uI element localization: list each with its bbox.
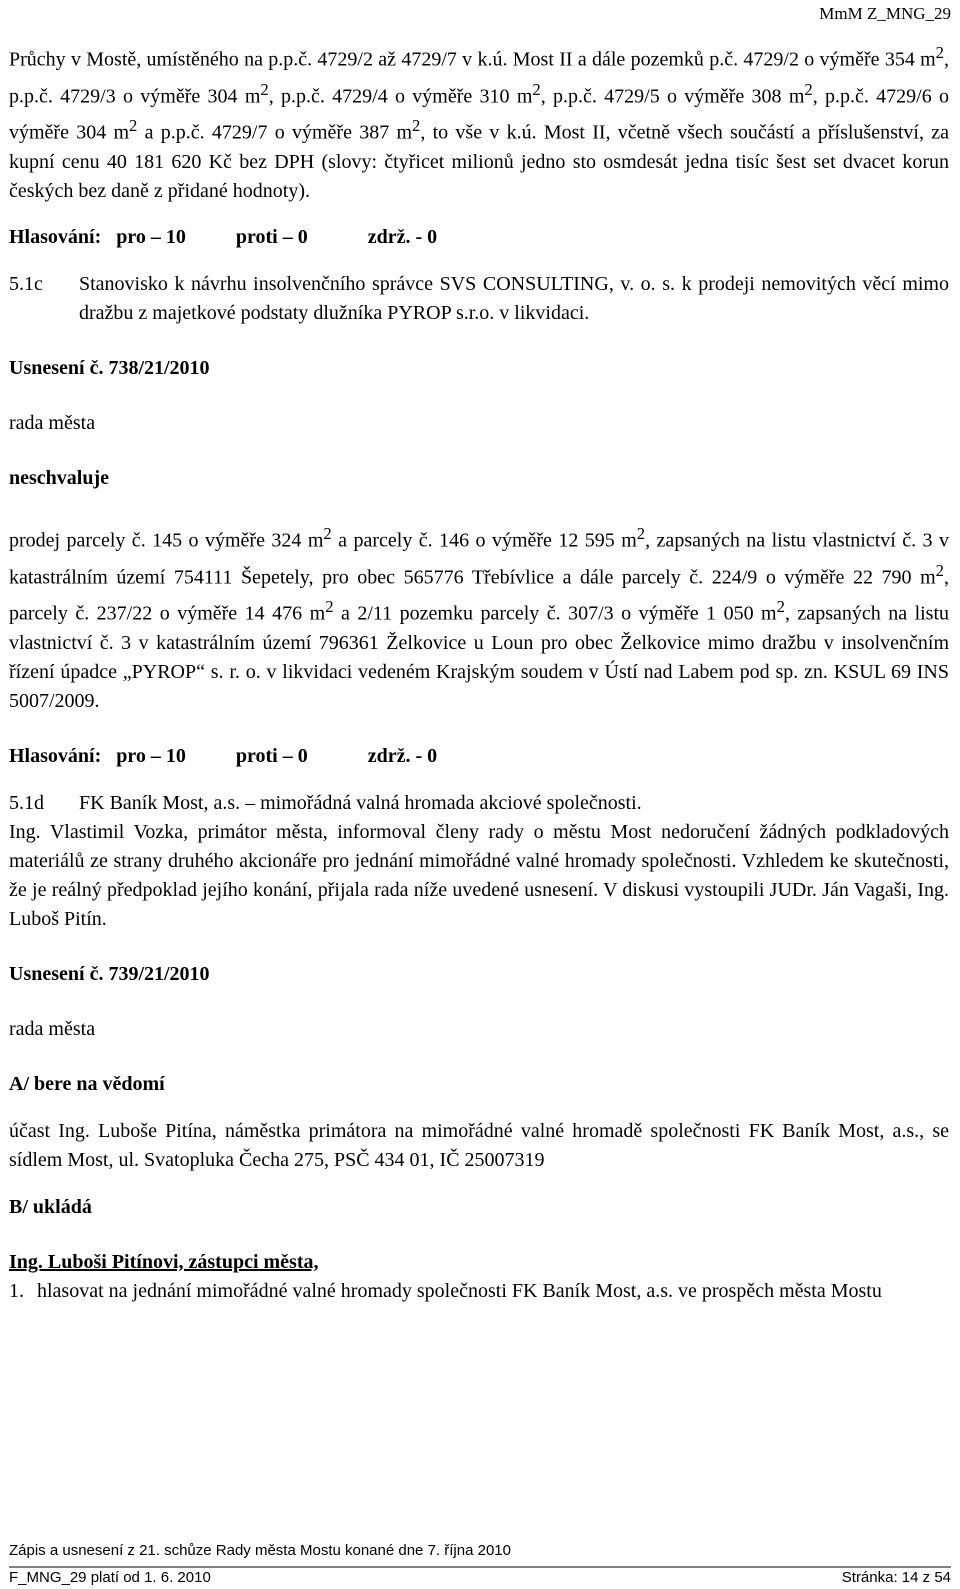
resolution-text: prodej parcely č. 145 o výměře 324 $m^2$ a parcely č. 146 o výměře 12 595 $m^2$, zapsaných na listu vlastnictví č. 3 v katastrálním území 754111 Šepetely, pro obec 565776 Třebívlice a dále parcely č. 224/9 o výměře 22 790 $m^2$, parcely č. 237/22 o výměře 14 476 $m^2$ a 2/11 pozemku parcely č. 307/3 o výměře 1 050 $m^2$, zapsaných na listu vlastnictví č. 3 v katastrálním území 796361 Želkovice u Loun pro obec Želkovice mimo dražbu v insolvenčním řízení úpadce „PYROP“ s. r. o. v likvidaci vedeném Krajským soudem v Ústí nad Labem pod sp. zn. KSUL 69 INS 5007/2009.	[9, 523, 950, 712]
footer-note: Zápis a usnesení z 21. schůze Rady města Mostu konané dne 7. října 2010	[9, 1542, 511, 1559]
list-item-number: 1.	[9, 1279, 24, 1302]
resolution-title: Usnesení č. 739/21/2010	[9, 962, 210, 985]
agenda-point	[9, 789, 949, 818]
footer-divider	[9, 1566, 951, 1568]
header-code: MmM Z_MNG_29	[819, 4, 951, 23]
resolution-title: Usnesení č. 738/21/2010	[9, 356, 210, 379]
list-item-text: hlasovat na jednání mimořádné valné hromady společnosti FK Baník Most, a.s. ve prospěch města Mostu	[37, 1279, 882, 1302]
section-b-person: Ing. Luboši Pitínovi, zástupci města,	[9, 1250, 319, 1273]
point-title: Stanovisko k návrhu insolvenčního správce SVS CONSULTING, v. o. s. k prodeji nemovitých věcí mimo dražbu z majetkové podstaty dlužníka PYROP s.r.o. v likvidaci.	[79, 272, 949, 324]
list-item	[9, 1277, 949, 1306]
voting-result: Hlasování: pro – 10 proti – 0 zdrž. - 0	[9, 744, 438, 767]
document-content	[9, 38, 949, 1306]
section-a-text: účast Ing. Luboše Pitína, náměstka primátora na mimořádné valné hromadě společnosti FK Baník Most, a.s., se sídlem Most, ul. Svatopluka Čecha 275, PSČ 434 01, IČ 25007319	[9, 1119, 949, 1171]
section-b-title: B/ ukládá	[9, 1195, 92, 1218]
resolution-body: rada města	[9, 1017, 96, 1040]
paragraph-discussion: Ing. Vlastimil Vozka, primátor města, informoval členy rady o městu Most nedoručení žádných podkladových materiálů ze strany druhého akcionáře pro jednání mimořádné valné hromady společnosti. Vzhledem ke skutečnosti, že je reálný předpoklad jejího konání, přijala rada níže uvedené usnesení. V diskusi vystoupili JUDr. Ján Vagaši, Ing. Luboš Pitín.	[9, 820, 949, 930]
section-a-title: A/ bere na vědomí	[9, 1072, 165, 1095]
agenda-point	[9, 270, 949, 328]
point-number: 5.1c	[9, 272, 43, 295]
footer-page-number: Stránka: 14 z 54	[841, 1569, 951, 1586]
footer-form-id: F_MNG_29 platí od 1. 6. 2010	[9, 1569, 211, 1586]
resolution-body: rada města	[9, 411, 96, 434]
voting-result: Hlasování: pro – 10 proti – 0 zdrž. - 0	[9, 225, 438, 248]
point-number: 5.1d	[9, 791, 44, 814]
point-title: FK Baník Most, a.s. – mimořádná valná hromada akciové společnosti.	[79, 791, 642, 814]
paragraph-sale-terms: Průchy v Mostě, umístěného na p.p.č. 4729/2 až 4729/7 v k.ú. Most II a dále pozemků p.č. 4729/2 o výměře 354 $m^2$, p.p.č. 4729/3 o výměře 304 $m^2$, p.p.č. 4729/4 o výměře 310 $m^2$, p.p.č. 4729/5 o výměře 308 $m^2$, p.p.č. 4729/6 o výměře 304 $m^2$ a p.p.č. 4729/7 o výměře 387 $m^2$, to vše v k.ú. Most II, včetně všech součástí a příslušenství, za kupní cenu 40 181 620 Kč bez DPH (slovy: čtyřicet milionů jedno sto osmdesát jedna tisíc šest set dvacet korun českých bez daně z přidané hodnoty).	[9, 43, 950, 202]
resolution-verb: neschvaluje	[9, 466, 109, 489]
